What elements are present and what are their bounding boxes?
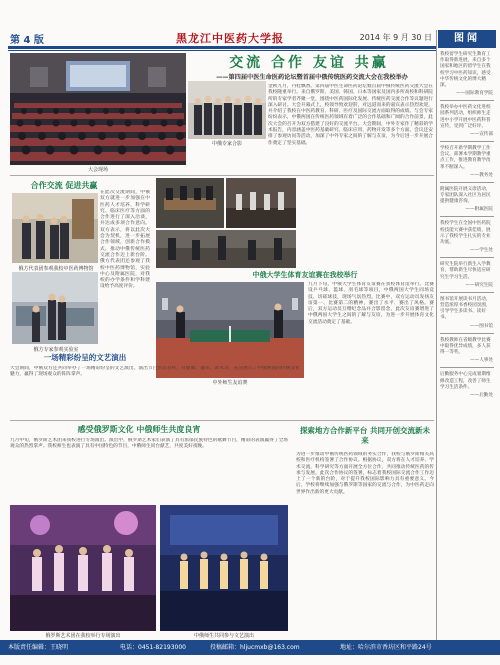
footer-address: 地址：哈尔滨市香坊区和平路24号 xyxy=(340,644,432,651)
page-header xyxy=(8,30,436,46)
main-headline: 交流 合作 友谊 共赢 xyxy=(229,55,389,71)
sidebar-item: 我校教师在省级教学比赛中取得优异成绩，多人获得一等奖。 ——人事处 xyxy=(440,337,493,364)
sidebar-divider xyxy=(440,292,494,293)
page-footer xyxy=(0,640,500,655)
section-divider xyxy=(10,420,434,421)
header-rule xyxy=(8,46,436,49)
sidebar-divider xyxy=(440,182,494,183)
footer-editor: 本版责任编辑：王晓明 xyxy=(8,644,69,651)
photo-caption: 俄方专家参观实验室 xyxy=(33,347,79,353)
article-body: 九月中旬，俄罗斯艺术团来我校进行专场演出。演出中，俄罗斯艺术家们表演了具有浓郁民族特色的歌舞节目，精彩的表演赢得了全场观众的热烈掌声。我校师生也表演了具有中国特色的节目，中俄师生同台献艺，共度美好夜晚。 xyxy=(10,438,288,450)
sidebar-divider xyxy=(440,141,494,142)
sidebar-news xyxy=(438,52,496,637)
sidebar-item: 学校召开新学期教学工作会议，部署本学期教学重点工作，推进教育教学改革不断深入。 ——教务处 xyxy=(440,146,493,178)
masthead-title: 黑龙江中医药大学报 xyxy=(176,32,284,45)
group-photo xyxy=(188,81,266,139)
issue-date: 2014 年 9 月 30 日 xyxy=(359,33,432,42)
page-number: 第 4 版 xyxy=(10,35,44,46)
photo-caption: 中俄师生共同参与文艺演出 xyxy=(193,633,254,639)
meeting-photo xyxy=(156,178,224,228)
stage-photo xyxy=(160,505,288,631)
main-article-body: 金秋九月，丹桂飘香。第四届中医生命医药论坛暨首届中俄传统医药交流大会在我校隆重举行。来自俄罗斯、美国、韩国、日本等国家及国内多所高校和科研院所的专家学者齐聚一堂，围绕中医药国际化发展、传统医药交流合作等议题进行深入研讨。大会开幕式上，校领导致欢迎辞，对远道而来的嘉宾表示热烈欢迎，并介绍了我校在中医药教育、科研、医疗及国际交流方面取得的成绩。与会专家纷纷表示，中俄两国在传统医药领域有着广泛的合作基础和广阔的合作前景，此次大会的召开为双方搭建了良好的交流平台。大会期间，中外专家作了精彩的学术报告，内容涵盖中医药基础研究、临床应用、药物开发等多个方面。会议还安排了参观访问等活动，加深了中外专家之间的了解与友谊，为今后进一步开展合作奠定了坚实基础。 xyxy=(268,84,433,146)
sidebar-divider xyxy=(440,257,494,258)
table-tennis-photo xyxy=(156,282,304,378)
footer-email: 投稿邮箱：hljucmxb@163.com xyxy=(210,644,300,651)
article-headline: 中俄大学生体育友谊赛在我校举行 xyxy=(252,270,358,279)
column-divider xyxy=(436,30,437,640)
article-body: 为进一步推动中俄传统医药领域的务实合作，我校与俄罗斯相关高校和医疗机构签署了合作协议。根据协议，双方将在人才培养、学术交流、科学研究等方面开展全方位合作，共同推动传统医药的传承与发展。此次合作协议的签署，标志着我校国际交流合作工作迈上了一个新的台阶，对于提升我校国际影响力具有重要意义。今后，学校将继续加强与俄罗斯等国家的交流与合作，为中医药走向世界作出新的更大贡献。 xyxy=(296,452,434,495)
article-body: 在此次交流期间，中俄双方就进一步加强在中医药人才培养、科学研究、临床医疗等方面的合作进行了深入洽谈，并达成多项合作意向。双方表示，将以此次大会为契机，进一步拓展合作领域，创新合作模式，推动中俄传统医药交流合作迈上新台阶。俄方代表团还参观了我校中医药博物馆、实验中心及附属医院，对我校的办学条件和学科建设给予高度评价。 xyxy=(100,190,150,290)
sidebar-item: 我校举办中医药文化进校园系列活动，组织师生走进中小学开展中医药科普宣传，受到广泛好评。 ——宣传部 xyxy=(440,105,493,138)
photo-caption: 中外师生友谊赛 xyxy=(212,380,248,386)
sidebar-divider xyxy=(440,100,494,101)
main-subhead: ——第四届中医生命医药论坛暨首届中俄传统医药交流大会在我校举办 xyxy=(216,74,408,81)
sidebar-item: 我校学生在全国中医药院校技能大赛中获佳绩，展示了我校学生扎实的专业功底。 ——学生处 xyxy=(440,221,493,254)
sidebar-item: 附属医院开展义诊活动，专家团队深入社区为居民提供健康咨询。 ——附属医院 xyxy=(440,186,493,213)
section-divider xyxy=(10,175,434,176)
header-rule-thin xyxy=(8,50,436,51)
photo-caption: 中俄专家合影 xyxy=(211,141,242,147)
article-headline: 一场精彩纷呈的文艺演出 xyxy=(43,353,127,362)
museum-visit-photo xyxy=(12,193,98,263)
sidebar-divider xyxy=(440,216,494,217)
footer-phone: 电话：0451-82193000 xyxy=(120,644,186,651)
discussion-photo xyxy=(156,230,296,268)
sidebar-divider xyxy=(440,333,494,334)
photo-caption: 俄方代表团参观我校中医药博物馆 xyxy=(18,266,94,272)
performance-photo xyxy=(10,505,156,631)
article-headline: 感受俄罗斯文化 中俄师生共度良宵 xyxy=(77,424,201,434)
sidebar-title: 图闻 xyxy=(438,30,496,48)
lab-visit-photo xyxy=(12,272,98,344)
sidebar-item: 研究生院举行新生入学教育，帮助新生尽快适应研究生学习生活。 ——研究生院 xyxy=(440,262,493,288)
photo-caption: 俄罗斯艺术团在我校举行专场演出 xyxy=(45,633,121,639)
sidebar-item: 后勤服务中心完成暑期维修改造工程，改善了师生学习生活条件。 ——后勤处 xyxy=(440,372,493,398)
sidebar-divider xyxy=(440,367,494,368)
event-photo xyxy=(226,178,296,228)
photo-caption: 大会现场 xyxy=(87,167,108,173)
sidebar-item: 我校留学生研究生教育工作取得新进展，来自多个国家和地区的留学生在我校学习中医药知识，感受中华传统文化的博大精深。 ——国际教育学院 xyxy=(440,52,493,97)
sidebar-item: 图书馆开展读书月活动，营造浓厚书香校园氛围，引导学生多读书、读好书。 ——图书馆 xyxy=(440,296,493,329)
conference-photo xyxy=(10,53,186,165)
article-body: 大会期间，中俄双方还共同举办了一场精彩纷呈的文艺演出。演出节目形式多样，有歌舞、器乐、武术等，充分展示了中俄两国的传统文化魅力，赢得了现场观众的阵阵掌声。 xyxy=(10,366,300,378)
article-headline: 合作交流 促进共赢 xyxy=(30,180,98,190)
article-body: 九月下旬，中俄大学生体育友谊赛在我校体育馆举行。比赛设乒乓球、篮球、羽毛球等项目，中俄两国大学生同场竞技、切磋球技，现场气氛热烈。比赛中，双方运动员发扬友谊第一、比赛第二的精神，赛出了水平、赛出了风格。赛后，双方运动员互赠纪念品并合影留念。此次友谊赛增进了中俄两国大学生之间的了解与友谊，为进一步开展体育文化交流活动奠定了基础。 xyxy=(308,282,434,325)
article-headline: 探索地方合作新平台 共同开创交流新未来 xyxy=(299,426,431,445)
